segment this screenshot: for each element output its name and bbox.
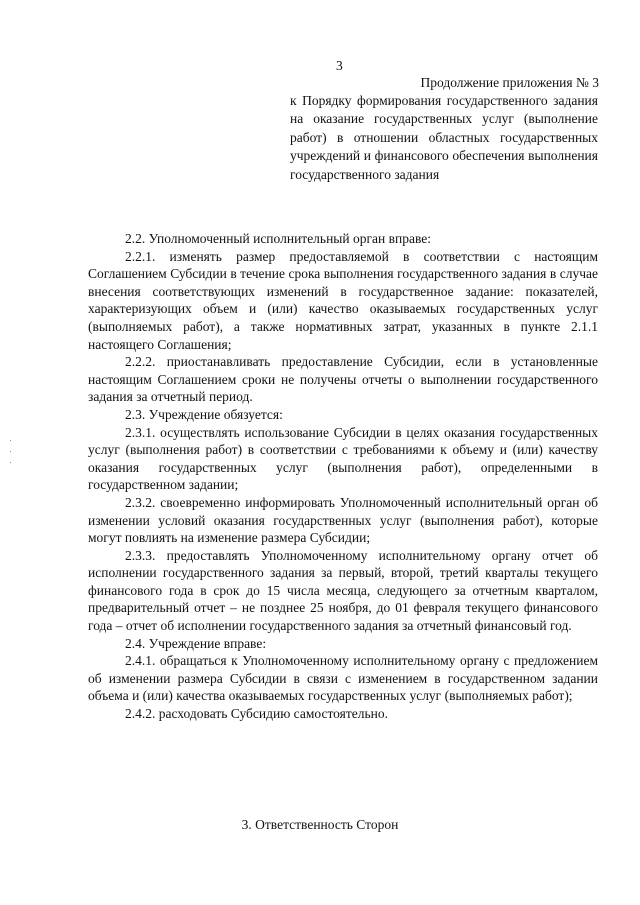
scan-margin-marks	[10, 440, 12, 470]
paragraph-2-4-1: 2.4.1. обращаться к Уполномоченному исполнительному органу с предложением об изменении размера Субсидии в связи с изменением в государственном задании объема и (или) качества оказываемых государственных услуг (выполняемых работ);	[88, 653, 598, 704]
paragraph-2-2: 2.2. Уполномоченный исполнительный орган вправе:	[125, 231, 431, 246]
page-number: 3	[336, 58, 343, 73]
paragraph-2-3-2: 2.3.2. своевременно информировать Уполномоченный исполнительный орган об изменении условий оказания государственных услуг (выполнения работ), которые могут повлиять на изменение размера Субсидии;	[88, 494, 598, 546]
paragraph-2-3-3: 2.3.3. предоставлять Уполномоченному исполнительному органу отчет об исполнении государственного задания за первый, второй, третий кварталы текущего финансового года в срок до 15 числа месяца, следующего за отчетным кварталом, предварительный отчет – не позднее 25 ноября, до 01 февраля текущего финансового года – отчет об исполнении государственного задания за отчетный финансовый год.	[88, 547, 598, 634]
appendix-subtitle: к Порядку формирования государственного задания на оказание государственных услуг (выполнение работ) в отношении областных государственных учреждений и финансового обеспечения выполнения государственного задания	[290, 93, 598, 182]
paragraph-2-3-1: 2.3.1. осуществлять использование Субсидии в целях оказания государственных услуг (выполнения работ) в соответствии с требованиями к объему и (или) качеству оказания государственных услуг (выполнения работ), определенными в государственном задании;	[88, 424, 598, 493]
scan-dot	[10, 462, 11, 463]
section-heading: 3. Ответственность Сторон	[241, 817, 399, 832]
paragraph-2-2-2: 2.2.2. приостанавливать предоставление Субсидии, если в установленные настоящим Соглашением сроки не получены отчеты о выполнении государственного задания за отчетный период.	[88, 354, 598, 405]
paragraph-2-4-2: 2.4.2. расходовать Субсидию самостоятельно.	[125, 706, 388, 722]
scan-dot	[10, 440, 11, 441]
paragraph-2-4: 2.4. Учреждение вправе:	[125, 635, 267, 651]
appendix-title: Продолжение приложения № 3	[420, 75, 599, 90]
scan-dot	[10, 451, 11, 452]
paragraph-2-2-1: 2.2.1. изменять размер предоставляемой в соответствии с настоящим Соглашением Субсидии в течение срока выполнения государственного задания в случае внесения соответствующих изменений в государственное задание: показателей, характеризующих объем и (или) качество оказываемых государственных услуг (выполняемых работ), а также нормативных затрат, указанных в пункте 2.1.1 настоящего Соглашения;	[88, 248, 598, 352]
document-body	[88, 230, 598, 723]
paragraph-2-3: 2.3. Учреждение обязуется:	[125, 406, 283, 422]
